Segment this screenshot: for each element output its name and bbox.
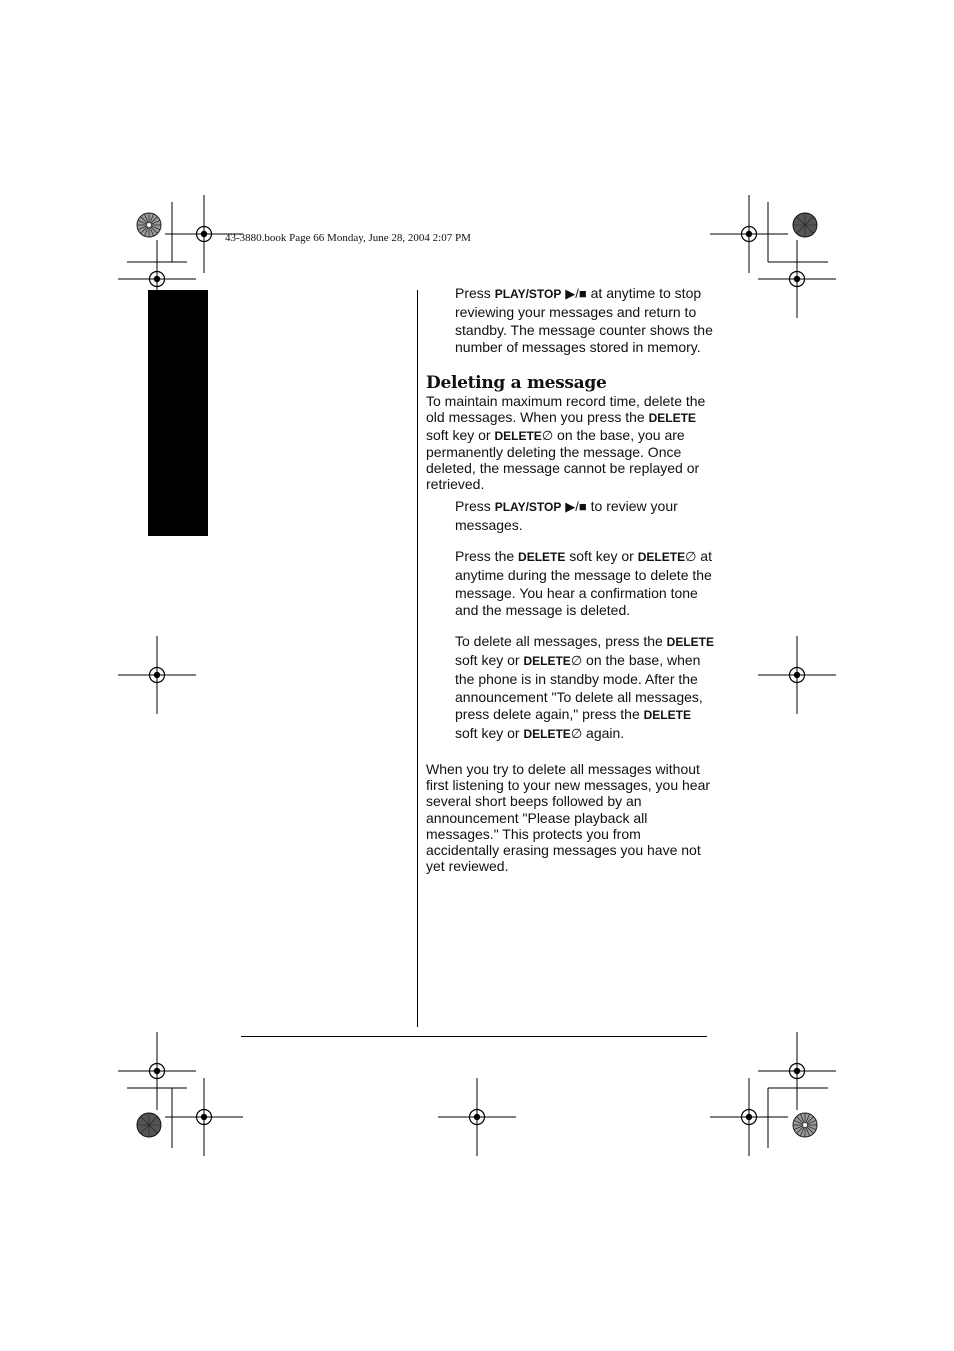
main-content [426, 285, 716, 874]
delete-key: DELETE [666, 635, 715, 650]
delete-key: DELETE [523, 653, 571, 668]
intro-step [455, 285, 716, 357]
step-text: at anytime to stop reviewing your messages and return to standby. The message counter shows the number of messages stored in memory. [455, 285, 713, 356]
section-title: Deleting a message [426, 373, 607, 394]
play-stop-icon: ▶/■ [565, 286, 587, 301]
column-divider [417, 290, 418, 1027]
delete-key: DELETE [518, 550, 566, 564]
step-text: Press [455, 285, 495, 301]
delete-key: DELETE [648, 411, 696, 426]
delete-key: DELETE [494, 428, 542, 443]
delete-icon: ∅ [570, 652, 583, 668]
section-note: When you try to delete all messages without first listening to your new messages, you hear several short beeps followed by an announcement "Please playback all messages." This protects you from accidentally erasing messages you have not yet reviewed. [426, 760, 711, 875]
print-header-file-info: 43-3880.book Page 66 Monday, June 28, 2004 2:07 PM [225, 232, 471, 244]
play-stop-key: PLAY/STOP [494, 500, 562, 515]
delete-key: DELETE [637, 550, 686, 564]
play-stop-key: PLAY/STOP [494, 287, 562, 301]
delete-key: DELETE [523, 727, 571, 742]
footer-rule [241, 1036, 707, 1037]
play-stop-icon: ▶/■ [565, 499, 587, 515]
step-review: Press PLAY/STOP ▶/■ to review your messages. [455, 498, 678, 534]
step-delete-message: Press the DELETE soft key or DELETE∅ at anytime during the message to delete the message. You hear a confirmation tone and the message is deleted. [455, 548, 712, 619]
delete-icon: ∅ [685, 549, 697, 564]
delete-key: DELETE [643, 708, 691, 723]
delete-icon: ∅ [570, 726, 583, 742]
step-delete-all: To delete all messages, press the DELETE soft key or DELETE∅ on the base, when the phone is in standby mode. After the announcement "To delete all messages, press delete again," press the DELETE soft key or DELETE∅ again. [455, 633, 715, 742]
section-intro: To maintain maximum record time, delete the old messages. When you press the DELETE soft key or DELETE∅ on the base, you are permanently deleting the message. Once deleted, the message cannot be replayed or retrieved. [426, 393, 706, 493]
chapter-tab [148, 290, 208, 536]
delete-icon: ∅ [541, 427, 554, 443]
